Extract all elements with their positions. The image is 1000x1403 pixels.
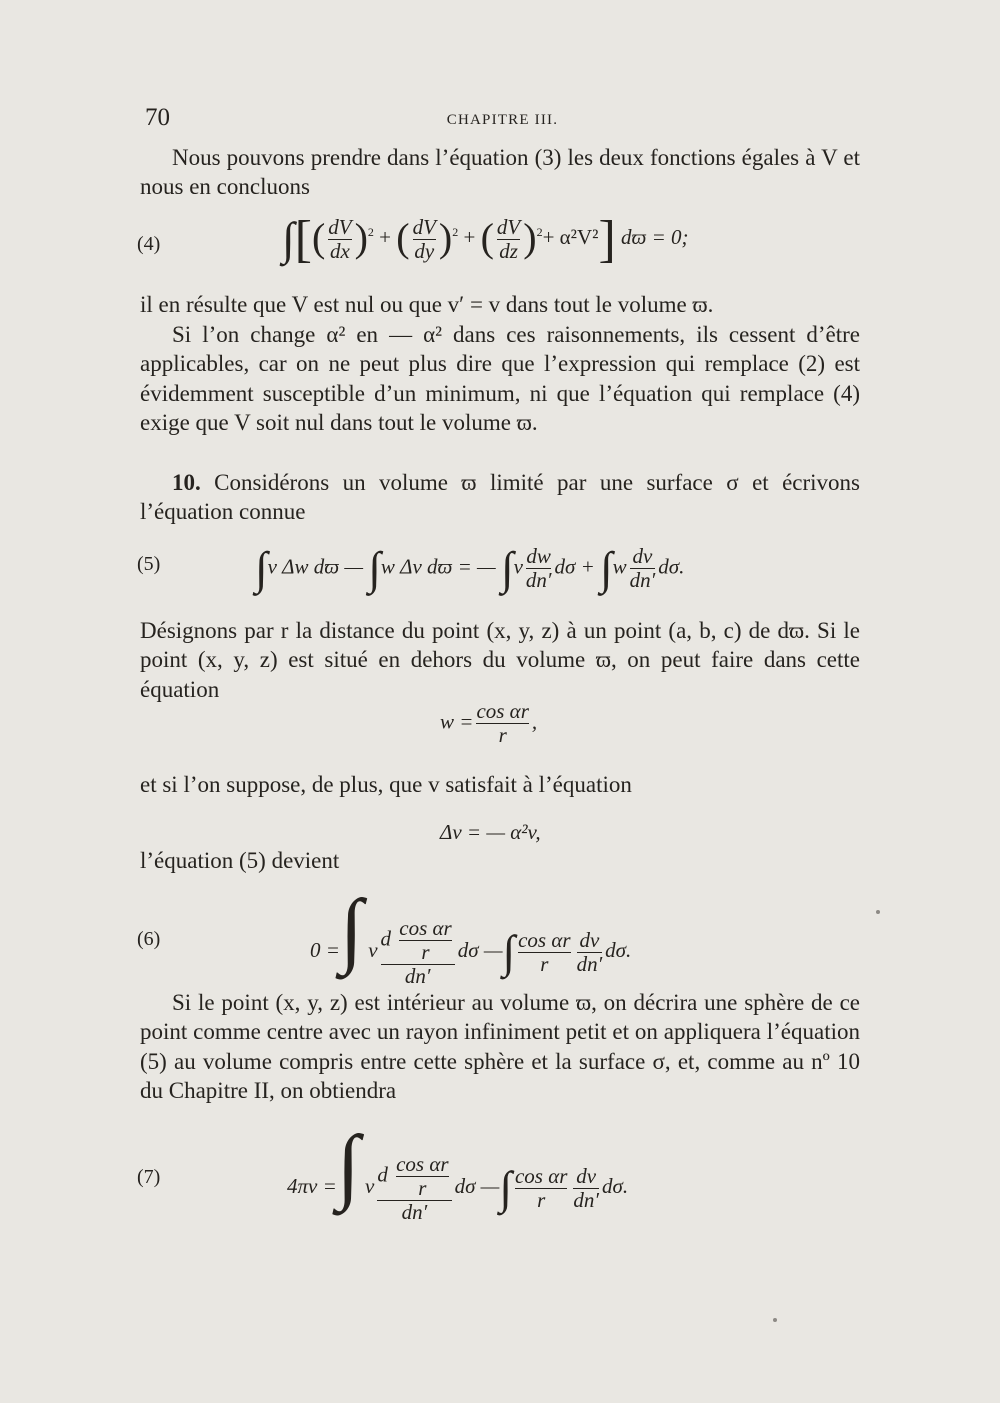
equation-end: dσ. (605, 938, 632, 962)
section-10-text: Considérons un volume ϖ limité par une surface σ et écrivons l’équation connue (140, 470, 861, 525)
eq7-v: v (365, 1174, 375, 1198)
equation-w-definition (440, 700, 537, 747)
open-paren: ( (480, 215, 494, 260)
numerator: dv (579, 927, 600, 952)
equation-4 (282, 210, 689, 269)
numerator: dw (526, 544, 551, 568)
denominator: r (518, 952, 570, 976)
fraction-dV-dz (497, 216, 520, 263)
close-paren: ) (523, 215, 537, 260)
denominator: dn′ (573, 1187, 599, 1212)
equation-5-label: (5) (137, 553, 161, 575)
denominator: dn′ (629, 568, 656, 593)
w-end: , (531, 709, 538, 734)
numerator: cos αr (518, 927, 571, 952)
numerator: dV (496, 214, 521, 239)
fraction-dv-dn (630, 545, 656, 592)
equation-laplacian: Δv = — α²v, (440, 820, 541, 844)
equation-6-label: (6) (137, 928, 161, 950)
numerator: cos αr (396, 1151, 449, 1176)
fraction-cos-r (518, 929, 570, 976)
numerator: dV (412, 214, 436, 239)
denominator: dn′ (525, 568, 552, 593)
integral-sign: ∫ (600, 542, 613, 594)
paragraph-distance-r: Désignons par r la distance du point (x, y, z) à un point (a, b, c) de dϖ. Si le point (x, y, z) est situé en dehors du volume ϖ, on peut faire dans cette équation (140, 618, 860, 702)
numerator: dv (576, 1163, 597, 1188)
d: d (377, 1161, 388, 1186)
integral-sign: ∫ (502, 926, 516, 977)
eq6-lhs: 0 = (310, 938, 340, 962)
equation-5 (255, 542, 685, 594)
equation-7 (287, 1119, 629, 1224)
square-exponent: 2 (367, 225, 374, 239)
paper-speck (773, 1318, 777, 1322)
fraction-cos-r (399, 917, 451, 964)
equation-4-label: (4) (137, 233, 161, 255)
denominator: dn′ (381, 964, 455, 988)
equation-end: dϖ = 0; (621, 225, 689, 249)
square-exponent: 2 (452, 225, 459, 239)
numerator (377, 1153, 451, 1200)
integral-sign: ∫ (255, 542, 268, 594)
paragraph-interior-point: Si le point (x, y, z) est intérieur au volume ϖ, on décrira une sphère de ce point comme centre avec un rayon infiniment petit et on appliquera l’équation (5) au volume compris entre cette sphère et la surface σ, et, comme au nº 10 du Chapitre II, on obtiendra (140, 990, 860, 1103)
fraction-derivative (377, 1153, 451, 1224)
paragraph-equation-3: Nous pouvons prendre dans l’équation (3) les deux fonctions égales à V et nous en concluons (140, 145, 860, 200)
denominator: dz (497, 239, 520, 263)
eq5-v: v (513, 554, 523, 579)
integral-sign: ∫ (500, 542, 514, 594)
fraction-cos-r (476, 700, 528, 747)
integral-sign: ∫ (282, 213, 295, 264)
paper-speck (876, 910, 880, 914)
w-lhs: w = (440, 709, 474, 734)
integral-sign: ∫ (368, 542, 381, 594)
paragraph-becomes: l’équation (5) devient (140, 848, 340, 873)
running-head: CHAPITRE III. (446, 112, 559, 128)
page-number: 70 (145, 104, 170, 131)
open-paren: ( (311, 215, 326, 260)
page-header (145, 104, 860, 134)
section-number: 10. (172, 470, 201, 495)
numerator: dv (632, 544, 653, 568)
eq5-w: w (612, 554, 627, 579)
eq7-lhs: 4πv = (287, 1174, 337, 1198)
fraction-dw-dn (526, 545, 552, 592)
plus-sign: + (458, 225, 481, 249)
numerator: cos αr (399, 915, 452, 940)
numerator: cos αr (476, 699, 529, 723)
integral-sign: ∫ (339, 883, 363, 976)
eq6-ds-minus: dσ — (457, 938, 503, 962)
integral-sign: ∫ (499, 1162, 512, 1213)
numerator (381, 917, 455, 964)
close-paren: ) (354, 215, 368, 260)
eq5-term-2: w Δv dϖ = — (380, 554, 496, 579)
denominator: dn′ (377, 1200, 451, 1224)
paragraph-section-10 (140, 468, 860, 527)
fraction-cos-r (396, 1153, 448, 1200)
fraction-dv-dn (577, 929, 603, 976)
integral-sign: ∫ (336, 1119, 360, 1212)
close-paren: ) (438, 215, 453, 260)
denominator: r (396, 1176, 448, 1200)
equation-6 (310, 883, 632, 988)
fraction-cos-r (515, 1165, 567, 1212)
square-exponent: 2 (536, 225, 543, 239)
fraction-derivative (381, 917, 455, 988)
plus-sign: + (373, 225, 397, 249)
paragraph-result: il en résulte que V est nul ou que v′ = v dans tout le volume ϖ. (140, 292, 714, 317)
numerator: cos αr (514, 1163, 568, 1188)
equation-end: dσ. (602, 1174, 629, 1198)
close-bracket: ] (598, 211, 616, 268)
denominator: r (399, 940, 451, 964)
fraction-dv-dn (573, 1165, 599, 1212)
open-bracket: [ (294, 211, 312, 268)
denominator: dy (414, 238, 435, 263)
equation-end: dσ. (658, 554, 685, 579)
paragraph-suppose: et si l’on suppose, de plus, que v satisfait à l’équation (140, 772, 632, 797)
denominator: dn′ (576, 951, 603, 976)
denominator: r (476, 723, 528, 747)
alpha-term: + α²V² (542, 225, 599, 249)
numerator: dV (328, 214, 352, 239)
d: d (380, 925, 392, 950)
fraction-dV-dx (328, 216, 351, 263)
equation-7-label: (7) (137, 1166, 161, 1188)
denominator: dx (330, 238, 350, 263)
eq7-ds-minus: dσ — (454, 1174, 500, 1198)
fraction-dV-dy (413, 216, 436, 263)
open-paren: ( (396, 215, 410, 260)
eq5-term-1: v Δw dϖ — (267, 554, 369, 579)
denominator: r (515, 1188, 567, 1212)
eq5-ds-plus: dσ + (554, 554, 595, 579)
paragraph-alpha-change: Si l’on change α² en — α² dans ces raisonnements, ils cessent d’être applicables, car on ne peut plus dire que l’expression qui remplace (2) est évidemment susceptible d’un minimum, ni que l’équation qui remplace (4) exige que V soit nul dans tout le volume ϖ. (140, 322, 860, 435)
eq6-v: v (368, 938, 378, 962)
